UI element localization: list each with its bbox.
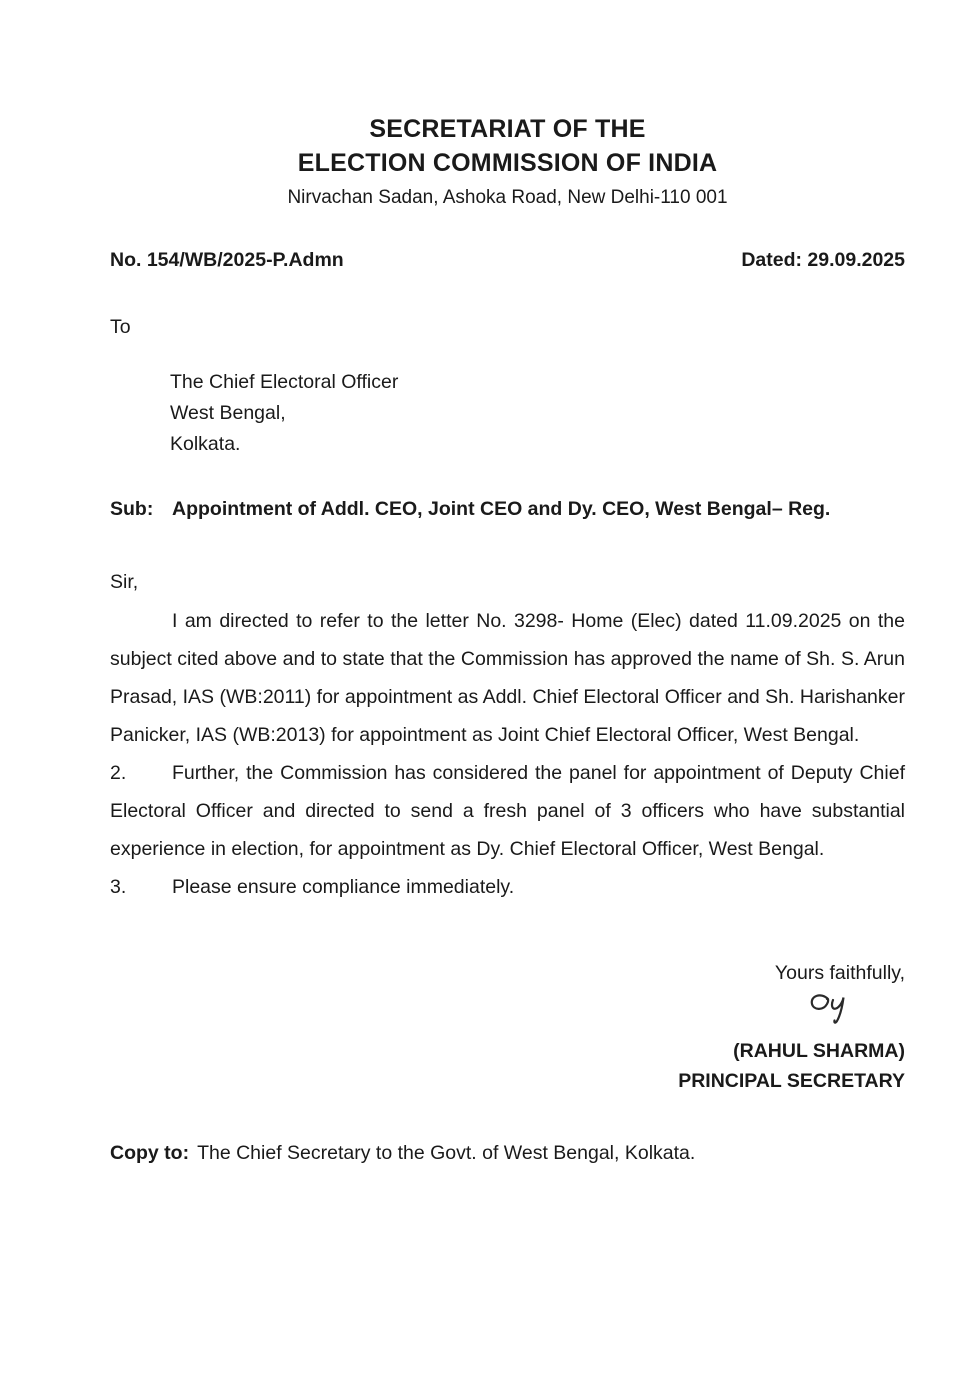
paragraph-text: Further, the Commission has considered the panel for appointment of Deputy Chief Electoral Officer and directed to send a fresh panel of 3 officers who have substantial experience in election, for appointment as Dy. Chief Electoral Officer, West Bengal. — [110, 762, 905, 860]
body-paragraph-3 — [110, 868, 905, 906]
copy-to-row — [110, 1142, 905, 1165]
paragraph-text: Please ensure compliance immediately. — [172, 876, 515, 898]
valediction: Yours faithfully, — [774, 962, 905, 984]
org-address: Nirvachan Sadan, Ashoka Road, New Delhi-110 001 — [287, 187, 728, 208]
body-paragraph-1 — [110, 602, 905, 754]
recipient-line: The Chief Electoral Officer — [170, 371, 399, 393]
recipient-line: Kolkata. — [170, 433, 241, 455]
signer-name: (RAHUL SHARMA) — [733, 1040, 905, 1062]
signer-title: PRINCIPAL SECRETARY — [678, 1070, 905, 1092]
subject-text: Appointment of Addl. CEO, Joint CEO and Dy. CEO, West Bengal– Reg. — [172, 498, 831, 520]
salutation: Sir, — [110, 571, 139, 593]
reference-row — [110, 249, 905, 272]
closing-block — [110, 958, 905, 1096]
paragraph-number: 2. — [110, 762, 127, 784]
signature-scribble-icon — [110, 988, 905, 1036]
org-title-line1: SECRETARIAT OF THE — [369, 115, 646, 143]
recipient-address — [170, 367, 905, 460]
subject-label: Sub: — [110, 498, 154, 520]
copy-to-label: Copy to: — [110, 1142, 190, 1164]
recipient-line: West Bengal, — [170, 402, 286, 424]
paragraph-text: I am directed to refer to the letter No. 3298- Home (Elec) dated 11.09.2025 on the subject cited above and to state that the Commission has approved the name of Sh. S. Arun Prasad, IAS (WB:2011) for appointment as Addl. Chief Electoral Officer and Sh. Harishanker Panicker, IAS (WB:2013) for appointment as Joint Chief Electoral Officer, West Bengal. — [110, 610, 905, 746]
body-paragraph-2 — [110, 754, 905, 868]
org-title-line2: ELECTION COMMISSION OF INDIA — [297, 149, 718, 177]
letterhead — [110, 112, 905, 211]
paragraph-number: 3. — [110, 876, 127, 898]
to-label: To — [110, 316, 131, 338]
copy-to-text: The Chief Secretary to the Govt. of West Bengal, Kolkata. — [197, 1142, 696, 1164]
reference-number: No. 154/WB/2025-P.Admn — [110, 249, 344, 271]
letter-date: Dated: 29.09.2025 — [741, 249, 905, 271]
subject-row — [110, 498, 905, 521]
